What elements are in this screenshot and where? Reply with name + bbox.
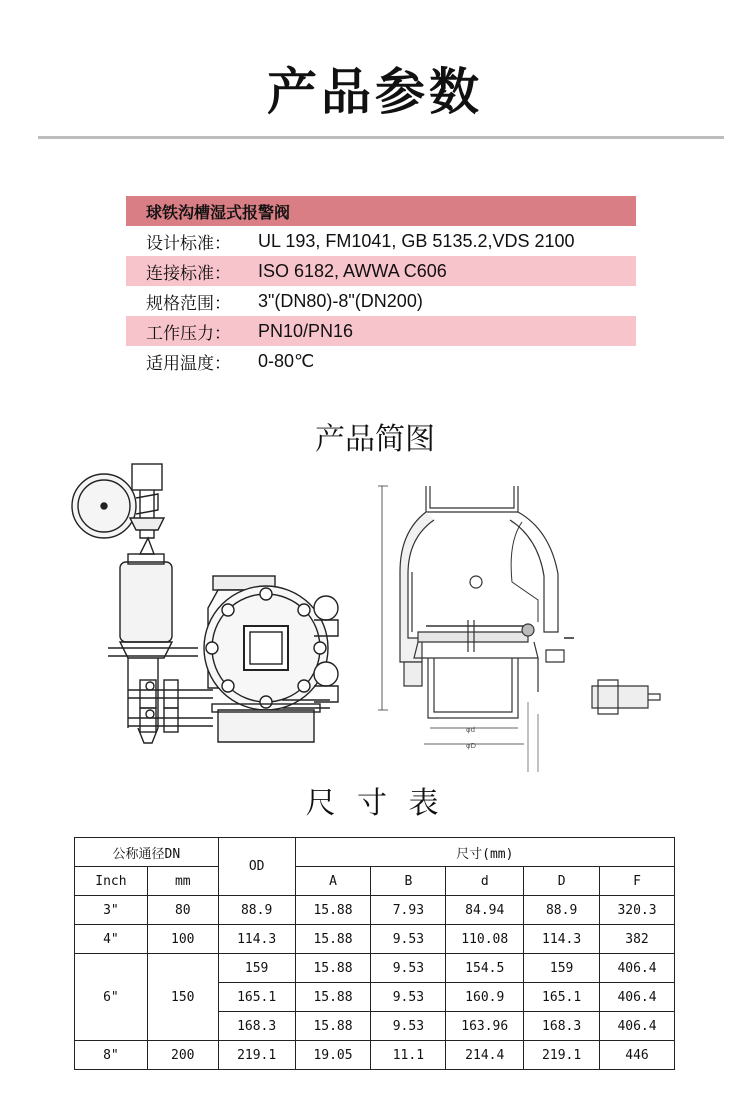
cell-f: 406.4: [600, 954, 675, 983]
table-header-row: [75, 838, 675, 867]
divider: [38, 136, 724, 139]
params-table: [126, 196, 636, 376]
cell-od: 114.3: [218, 925, 295, 954]
cell-d: 84.94: [446, 896, 524, 925]
cell-a: 15.88: [295, 983, 371, 1012]
cell-d: 110.08: [446, 925, 524, 954]
cell-od: 219.1: [218, 1041, 295, 1070]
cell-d: 214.4: [446, 1041, 524, 1070]
param-label: 规格范围：: [146, 293, 231, 314]
cell-b: 7.93: [371, 896, 446, 925]
cell-D: 165.1: [524, 983, 600, 1012]
cell-f: 446: [600, 1041, 675, 1070]
valve-sketch-image: [68, 458, 358, 750]
dimension-table: [74, 837, 675, 1070]
header-mm: mm: [147, 867, 218, 896]
page-title: 产品参数: [267, 63, 483, 121]
param-row: [126, 256, 636, 286]
param-label: 连接标准：: [146, 263, 231, 284]
param-value: ISO 6182, AWWA C606: [258, 260, 447, 281]
diagram-title: 产品简图: [315, 422, 435, 457]
cell-D: 114.3: [524, 925, 600, 954]
header-inch: Inch: [75, 867, 148, 896]
cell-mm: 100: [147, 925, 218, 954]
cell-inch: 6": [75, 954, 148, 1041]
param-value: UL 193, FM1041, GB 5135.2,VDS 2100: [258, 230, 575, 251]
params-header: 球铁沟槽湿式报警阀: [126, 196, 636, 226]
param-row: [126, 286, 636, 316]
cell-D: 88.9: [524, 896, 600, 925]
cell-f: 320.3: [600, 896, 675, 925]
cell-d: 160.9: [446, 983, 524, 1012]
cell-od: 165.1: [218, 983, 295, 1012]
table-row: [75, 925, 675, 954]
header-od: OD: [218, 838, 295, 896]
header-a: A: [295, 867, 371, 896]
cell-a: 15.88: [295, 896, 371, 925]
header-D: D: [524, 867, 600, 896]
valve-section-drawing: [378, 482, 678, 772]
cell-a: 19.05: [295, 1041, 371, 1070]
param-label: 设计标准：: [146, 233, 231, 254]
cell-d: 154.5: [446, 954, 524, 983]
table-row: [75, 954, 675, 983]
cell-a: 15.88: [295, 954, 371, 983]
param-value: 3"(DN80)-8"(DN200): [258, 290, 423, 311]
cell-b: 9.53: [371, 1012, 446, 1041]
header-d: d: [446, 867, 524, 896]
cell-b: 9.53: [371, 954, 446, 983]
cell-f: 406.4: [600, 1012, 675, 1041]
header-nominal: 公称通径DN: [75, 838, 219, 867]
table-subheader-row: [75, 867, 675, 896]
header-b: B: [371, 867, 446, 896]
cell-inch: 4": [75, 925, 148, 954]
cell-od: 88.9: [218, 896, 295, 925]
param-label: 工作压力：: [146, 323, 231, 344]
cell-mm: 150: [147, 954, 218, 1041]
cell-od: 168.3: [218, 1012, 295, 1041]
dimension-title: 尺 寸 表: [305, 786, 445, 821]
cell-b: 9.53: [371, 983, 446, 1012]
cell-D: 219.1: [524, 1041, 600, 1070]
cell-b: 9.53: [371, 925, 446, 954]
param-value: PN10/PN16: [258, 320, 354, 341]
cell-b: 11.1: [371, 1041, 446, 1070]
cell-D: 168.3: [524, 1012, 600, 1041]
param-row: [126, 226, 636, 256]
cell-a: 15.88: [295, 925, 371, 954]
cell-a: 15.88: [295, 1012, 371, 1041]
cell-d: 163.96: [446, 1012, 524, 1041]
svg-text:φD: φD: [466, 742, 477, 750]
param-value: 0-80℃: [258, 350, 315, 371]
cell-mm: 200: [147, 1041, 218, 1070]
cell-od: 159: [218, 954, 295, 983]
cell-inch: 8": [75, 1041, 148, 1070]
cell-D: 159: [524, 954, 600, 983]
cell-f: 382: [600, 925, 675, 954]
header-f: F: [600, 867, 675, 896]
svg-text:φd: φd: [466, 726, 476, 734]
cell-inch: 3": [75, 896, 148, 925]
param-label: 适用温度：: [146, 353, 231, 374]
table-row: [75, 1041, 675, 1070]
header-size: 尺寸(mm): [295, 838, 674, 867]
table-row: [75, 896, 675, 925]
param-row: [126, 316, 636, 346]
cell-f: 406.4: [600, 983, 675, 1012]
param-row: [126, 346, 636, 376]
cell-mm: 80: [147, 896, 218, 925]
